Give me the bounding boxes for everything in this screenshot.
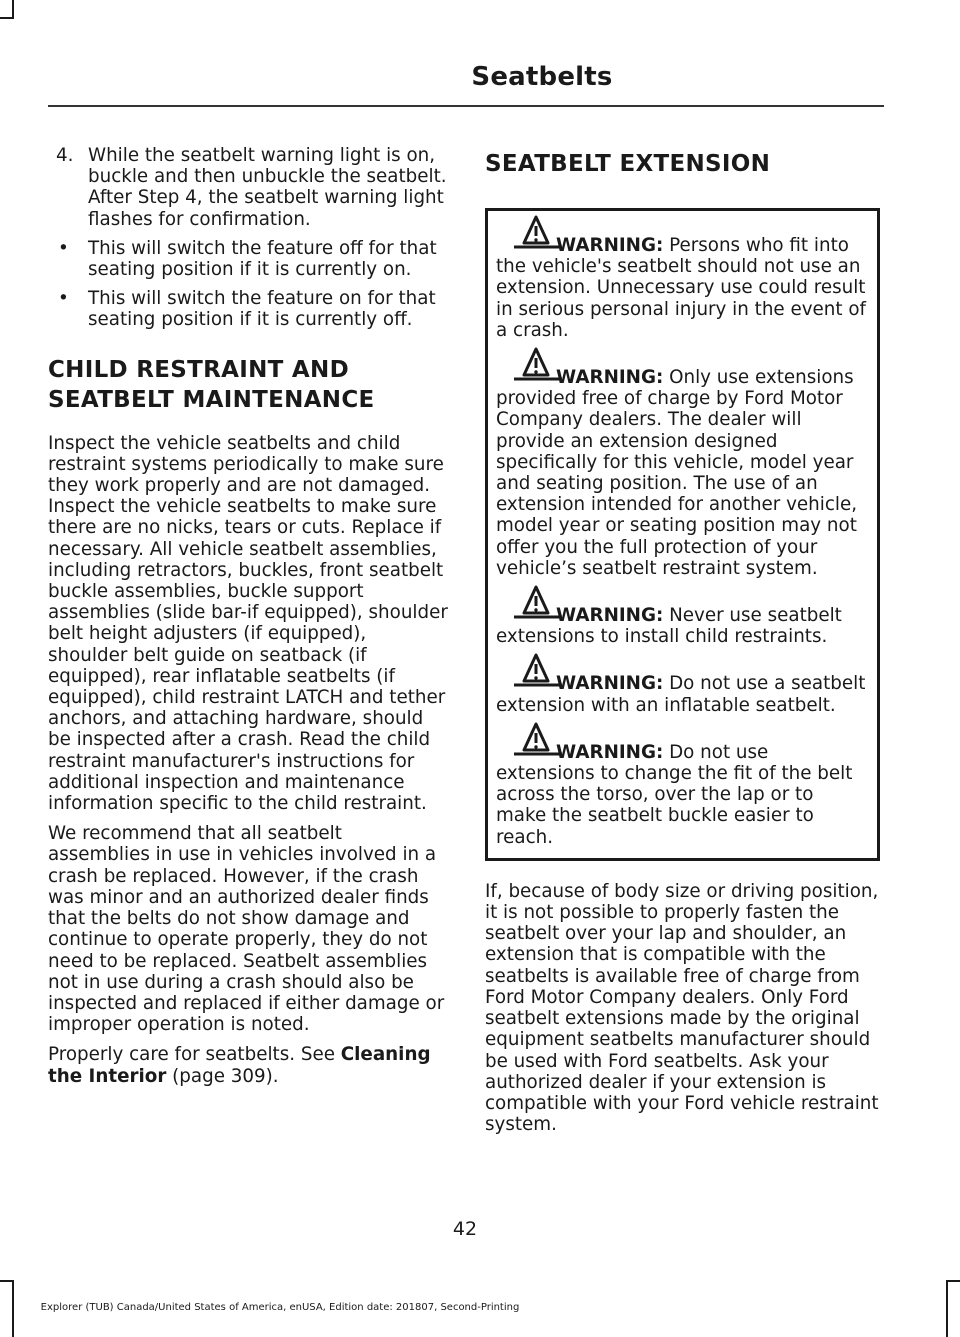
- warning-item: [496, 367, 869, 579]
- header-divider: [48, 105, 884, 107]
- warning-label: WARNING:: [556, 367, 664, 389]
- cross-reference-link[interactable]: Cleaning the Interior: [48, 1044, 431, 1087]
- crop-mark: [946, 1280, 960, 1282]
- bullet-item: [48, 288, 448, 330]
- bullet-text: This will switch the feature off for that seating position if it is currently on.: [88, 237, 437, 281]
- step-item: [48, 145, 448, 230]
- warning-triangle-icon: [510, 341, 562, 385]
- paragraph: Inspect the vehicle seatbelts and child restraint systems periodically to make sure they work properly and are not damaged. Inspect the vehicle seatbelts to make sure there are no nicks, tears or cuts. Replace if necessary. All vehicle seatbelt assemblies, including retractors, buckles, front seatbelt buckle assemblies, buckle support assemblies (slide bar-if equipped), shoulder belt height adjusters (if equipped), shoulder belt guide on seatback (if equipped), rear inflatable seatbelts (if equipped), child restraint LATCH and tether anchors, and attaching hardware, should be inspected after a crash. Read the child restraint manufacturer's instructions for additional inspection and maintenance information specific to the child restraint.: [48, 432, 448, 815]
- warning-text: Persons who fit into the vehicle's seatbelt should not use an extension. Unnecessary use could result in serious personal injury in the event of a crash.: [496, 235, 866, 341]
- warning-text: Do not use a seatbelt extension with an inflatable seatbelt.: [496, 673, 866, 716]
- left-column: [48, 145, 448, 1087]
- paragraph-text: Properly care for seatbelts. See: [48, 1044, 341, 1066]
- paragraph: We recommend that all seatbelt assemblies in use in vehicles involved in a crash be replaced. However, if the crash was minor and an authorized dealer finds that the belts do not show damage and continue to operate properly, they do not need to be replaced. Seatbelt assemblies not in use during a crash should also be inspected and replaced if either damage or improper operation is noted.: [48, 823, 445, 1036]
- heading-line: SEATBELT MAINTENANCE: [48, 386, 375, 413]
- warning-triangle-icon: [510, 647, 562, 691]
- warning-triangle-icon: [510, 579, 562, 623]
- warning-label: WARNING:: [556, 605, 664, 627]
- crop-mark: [0, 17, 14, 19]
- warning-text: Only use extensions provided free of charge by Ford Motor Company dealers. The dealer will provide an extension designed specifically for this vehicle, model year and seating position. The use of an extension intended for another vehicle, model year or seating position may not offer you the full protection of your vehicle’s seatbelt restraint system.: [496, 367, 858, 579]
- paragraph: If, because of body size or driving position, it is not possible to properly fasten the seatbelt over your lap and shoulder, an extension that is compatible with the seatbelts is available free of charge from Ford Motor Company dealers. Only Ford seatbelt extensions made by the original equipment seatbelts manufacturer should be used with Ford seatbelts. Ask your authorized dealer if your extension is compatible with your Ford vehicle restraint system.: [485, 880, 879, 1136]
- heading-line: CHILD RESTRAINT AND: [48, 356, 349, 383]
- section-heading: SEATBELT EXTENSION: [485, 151, 771, 177]
- warning-triangle-icon: [510, 209, 562, 253]
- page-number: 42: [452, 1218, 478, 1240]
- paragraph: [48, 1044, 448, 1086]
- warning-item: [496, 742, 869, 848]
- warning-label: WARNING:: [556, 673, 664, 695]
- crop-mark: [0, 1280, 14, 1282]
- section-heading: [48, 355, 448, 415]
- crop-mark: [12, 0, 14, 18]
- warning-triangle-icon: [510, 716, 562, 760]
- warning-item: [496, 673, 869, 715]
- bullet-glyph: •: [58, 288, 69, 310]
- bullet-item: [48, 238, 448, 280]
- bullet-glyph: •: [58, 237, 69, 259]
- bullet-text: This will switch the feature on for that seating position if it is currently off.: [88, 288, 436, 331]
- warning-item: [496, 235, 869, 341]
- warning-text: Never use seatbelt extensions to install child restraints.: [496, 605, 842, 648]
- warning-label: WARNING:: [556, 235, 664, 256]
- right-column: [485, 145, 880, 1135]
- warning-item: [496, 605, 869, 647]
- warning-box: [485, 208, 880, 861]
- step-number: 4.: [56, 145, 74, 166]
- page-title: Seatbelts: [471, 62, 613, 92]
- footer-edition-note: Explorer (TUB) Canada/United States of America, enUSA, Edition date: 201807, Second-Printing: [40, 1302, 520, 1313]
- paragraph-text: (page 309).: [166, 1065, 279, 1087]
- crop-mark: [946, 1280, 948, 1337]
- step-text: While the seatbelt warning light is on, buckle and then unbuckle the seatbelt. After Step 4, the seatbelt warning light flashes for confirmation.: [88, 145, 447, 230]
- warning-text: Do not use extensions to change the fit of the belt across the torso, over the lap or to make the seatbelt buckle easier to reach.: [496, 741, 853, 848]
- warning-label: WARNING:: [556, 741, 664, 763]
